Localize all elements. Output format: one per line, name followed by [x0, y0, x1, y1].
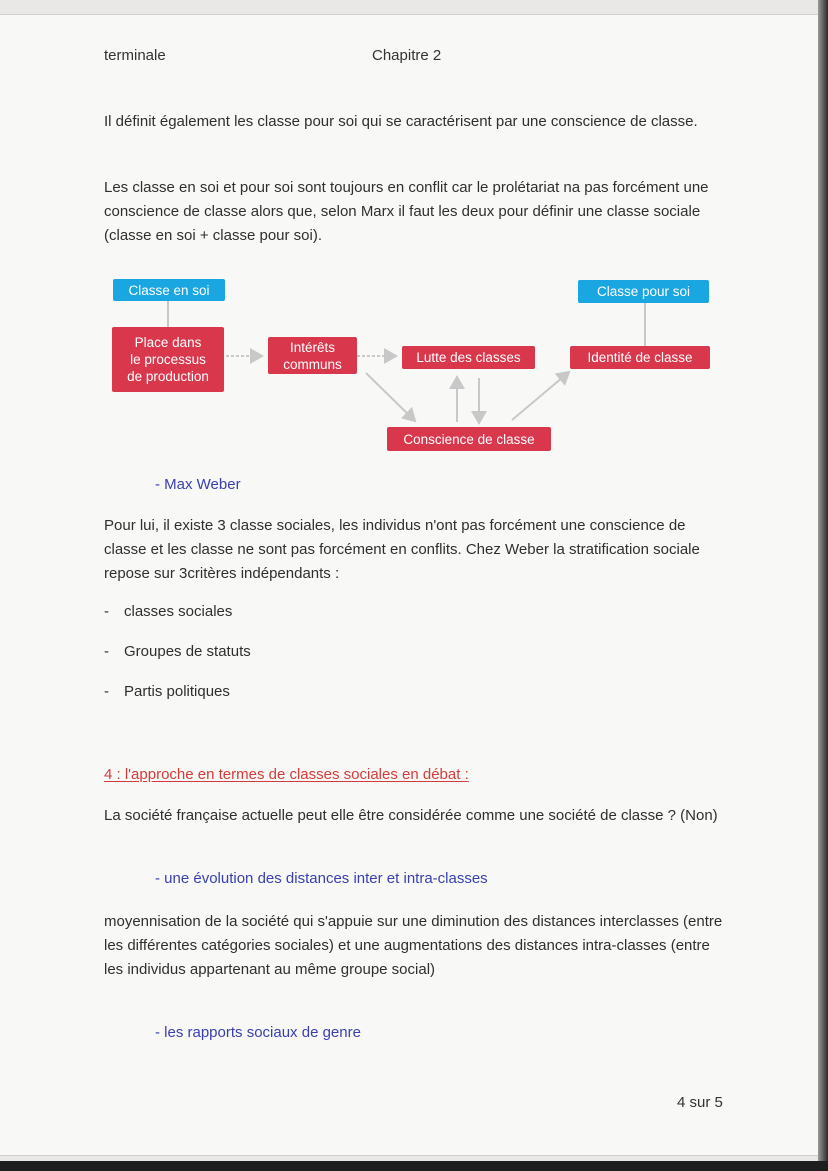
arrow-conscience-to-identite [512, 372, 569, 420]
page-edge-shadow [818, 0, 828, 1171]
box-place-production [112, 327, 224, 392]
arrow-interets-to-conscience [366, 373, 415, 421]
list-item [104, 603, 232, 620]
box-lutte-des-classes: Lutte des classes [402, 346, 535, 369]
subheading-distances: - une évolution des distances inter et intra-classes [155, 870, 488, 887]
subheading-genre: - les rapports sociaux de genre [155, 1024, 361, 1041]
box-classe-pour-soi: Classe pour soi [578, 280, 709, 303]
list-item-text: Partis politiques [124, 683, 230, 700]
bullet-dash: - [104, 643, 109, 660]
bullet-dash: - [104, 603, 109, 620]
list-item [104, 683, 230, 700]
bottom-border [0, 1161, 828, 1171]
interets-line-1: Intérêts [289, 339, 336, 355]
paragraph-weber: Pour lui, il existe 3 classe sociales, les individus n'ont pas forcément une conscience de classe et les classe ne sont pas forcément en conflits. Chez Weber la stratification sociale repose sur 3critères indépendants : [104, 517, 700, 582]
marx-class-diagram [100, 270, 720, 460]
paragraph-societe-francaise: La société française actuelle peut elle être considérée comme une société de classe ? (Non) [104, 807, 718, 824]
list-item-text: Groupes de statuts [124, 643, 251, 660]
bullet-dash: - [104, 683, 109, 700]
subheading-max-weber: - Max Weber [155, 476, 241, 493]
paragraph-conflit: Les classe en soi et pour soi sont toujours en conflit car le prolétariat na pas forcément une conscience de classe alors que, selon Marx il faut les deux pour définir une classe sociale (classe en soi + classe pour soi). [104, 179, 709, 244]
box-interets-communs [268, 337, 357, 374]
paragraph-classe-pour-soi: Il définit également les classe pour soi qui se caractérisent par une conscience de classe. [104, 113, 698, 130]
header-level: terminale [104, 47, 166, 64]
paragraph-moyennisation: moyennisation de la société qui s'appuie sur une diminution des distances interclasses (entre les différentes catégories sociales) et une augmentations des distances intra-classes (entre les individus appartenant au même groupe social) [104, 913, 723, 978]
section-title: 4 : l'approche en termes de classes sociales en débat : [104, 766, 469, 783]
interets-line-2: communs [283, 356, 342, 372]
box-classe-en-soi: Classe en soi [113, 279, 225, 301]
place-line-3: de production [127, 369, 209, 384]
list-item [104, 643, 251, 660]
box-identite-de-classe: Identité de classe [570, 346, 710, 369]
box-conscience-de-classe: Conscience de classe [387, 427, 551, 451]
header-chapter: Chapitre 2 [372, 47, 442, 64]
page-number: 4 sur 5 [677, 1094, 723, 1111]
place-line-2: le processus [130, 352, 206, 367]
place-line-1: Place dans [134, 335, 202, 350]
list-item-text: classes sociales [124, 603, 233, 620]
